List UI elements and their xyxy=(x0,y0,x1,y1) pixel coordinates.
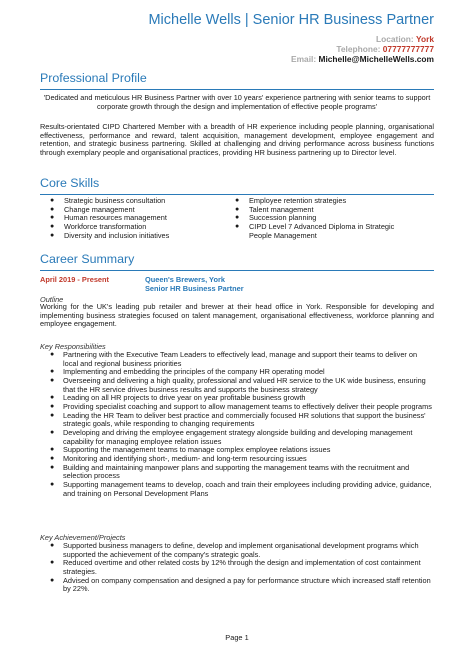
responsibilities-label: Key Responsibilities xyxy=(40,342,106,351)
skill-item: ● Talent management xyxy=(235,204,314,214)
career-rule xyxy=(40,270,434,271)
achievements-list xyxy=(50,542,432,594)
list-item: ● Supporting management teams to develop, coach and train their employees including providing advice, guidance, and training on Personal Development Plans xyxy=(50,479,432,498)
job-role: Senior HR Business Partner xyxy=(145,284,244,293)
job-outline: Working for the UK's leading pub retailer and brewer at their head office in York. Responsible for developing and implementing business strategies focused on talent management, organisational effectiveness, workforce planning and employee engagement. xyxy=(40,302,434,329)
skill-item: ● Workforce transformation xyxy=(50,222,147,232)
achievements-label: Key Achievement/Projects xyxy=(40,533,126,542)
list-item: ● Overseeing and delivering a high quality, professional and valued HR service to the UK wide business, ensuring that the HR service drives business results and supports the business strategy xyxy=(50,375,426,394)
skill-item: ● Employee retention strategies xyxy=(235,196,347,205)
profile-heading: Professional Profile xyxy=(40,71,147,85)
location-value: York xyxy=(416,34,434,44)
skill-item: ● Change management xyxy=(50,204,135,214)
skills-rule xyxy=(40,194,434,195)
skill-item: ● Diversity and inclusion initiatives xyxy=(50,230,170,240)
outline-label: Outline xyxy=(40,295,64,304)
profile-rule xyxy=(40,89,434,90)
list-item: ● Implementing and embedding the principles of the company HR operating model xyxy=(50,367,325,377)
responsibilities-list xyxy=(50,351,432,498)
job-dates: April 2019 - Present xyxy=(40,275,110,284)
location-label: Location: xyxy=(375,34,414,44)
telephone-row xyxy=(336,44,434,54)
skill-item: ● Succession planning xyxy=(235,213,317,223)
list-item: ● Reduced overtime and other related costs by 12% through the design and implementation of cost containment strategies. xyxy=(50,558,421,576)
email-row xyxy=(291,54,434,64)
skills-list xyxy=(50,197,430,247)
page-number: Page 1 xyxy=(225,633,249,642)
telephone-value: 07777777777 xyxy=(382,44,434,54)
skills-left-column xyxy=(50,197,240,241)
list-item: ● Providing specialist coaching and support to allow management teams to effectively deliver their people programs xyxy=(50,401,432,411)
list-item: ● Monitoring and identifying short-, medium- and long-term resourcing issues xyxy=(50,453,307,463)
email-label: Email: xyxy=(291,54,317,64)
list-item: ● Supported business managers to define, develop and implement organisational development programs which supported the achievement of the company's strategic goals. xyxy=(50,541,419,559)
skills-heading: Core Skills xyxy=(40,176,100,190)
list-item: ● Building and maintaining manpower plans and supporting the management teams with the recruitment and selection process xyxy=(50,462,410,481)
telephone-label: Telephone: xyxy=(336,44,381,54)
location-row xyxy=(376,34,434,44)
skill-item: ● CIPD Level 7 Advanced Diploma in Strategic People Management xyxy=(235,222,395,240)
skill-item: ● Strategic business consultation xyxy=(50,196,166,205)
skill-item: ● Human resources management xyxy=(50,213,167,223)
list-item: ● Leading the HR Team to deliver best practice and commercially focused HR solutions that support the business' strategic goals, while responding to changing requirements xyxy=(50,410,426,429)
profile-quote: 'Dedicated and meticulous HR Business Partner with over 10 years' experience partnering with senior teams to support corporate growth through the design and implementation of effective people programs' xyxy=(43,93,431,111)
list-item: ● Partnering with the Executive Team Leaders to effectively lead, manage and support their teams to deliver on local and regional business priorities xyxy=(50,350,418,368)
skills-right-column xyxy=(235,197,430,241)
list-item: ● Supporting the management teams to manage complex employee relations issues xyxy=(50,445,331,455)
email-value[interactable]: Michelle@MichelleWells.com xyxy=(318,54,434,64)
list-item: ● Advised on company compensation and designed a pay for performance structure which increased staff retention by 22%. xyxy=(50,575,431,594)
list-item: ● Developing and driving the employee engagement strategy alongside building and developing management capability for managing employee relation issues xyxy=(50,427,413,446)
list-item: ● Leading on all HR projects to drive year on year profitable business growth xyxy=(50,393,306,403)
career-heading: Career Summary xyxy=(40,252,135,266)
cv-title: Michelle Wells | Senior HR Business Partner xyxy=(148,12,434,28)
profile-summary: Results-orientated CIPD Chartered Member with a breadth of HR experience including people planning, organisational effectiveness, performance and reward, talent acquisition, management development, employee engagement and retention, and strategic business partnering. Skilled at challenging and driving performance across business functions through exemplary people and organisational practices, providing HR business partnering up to Director level. xyxy=(40,122,434,158)
job-company: Queen's Brewers, York xyxy=(145,275,225,284)
